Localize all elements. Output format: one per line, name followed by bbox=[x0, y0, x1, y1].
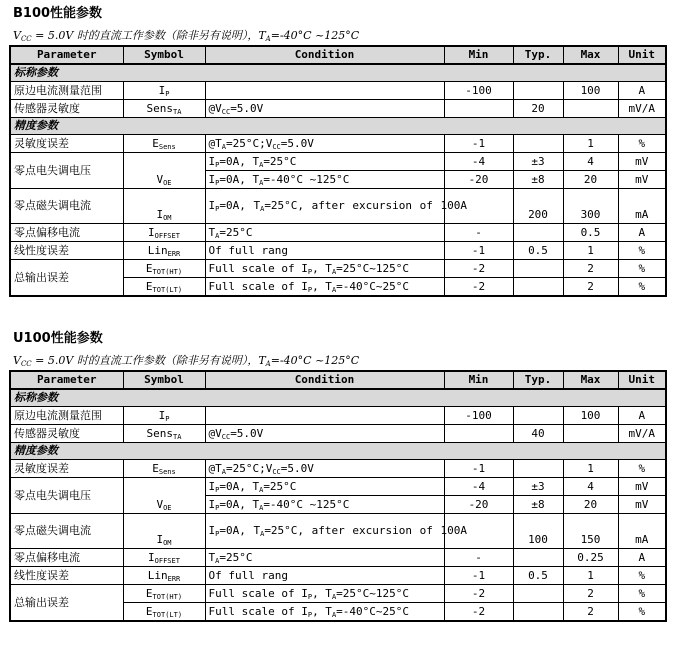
header-condition: Condition bbox=[205, 46, 444, 64]
symbol-cell: $I_{OM}$ bbox=[123, 514, 205, 549]
section-label: 标称参数 bbox=[10, 389, 666, 407]
symbol-cell: $E_{Sens}$ bbox=[123, 135, 205, 153]
symbol-cell: $E_{TOT(LT)}$ bbox=[123, 278, 205, 297]
symbol-cell: $E_{TOT(HT)}$ bbox=[123, 260, 205, 278]
header-unit: Unit bbox=[618, 371, 666, 389]
max-cell: 300 bbox=[563, 189, 618, 224]
param-cell: 线性度误差 bbox=[10, 242, 123, 260]
table-row bbox=[10, 82, 666, 100]
min-cell: - bbox=[444, 224, 513, 242]
max-cell: 150 bbox=[563, 514, 618, 549]
typ-cell: 20 bbox=[513, 100, 563, 118]
section-label: 精度参数 bbox=[10, 443, 666, 460]
unit-cell: A bbox=[618, 224, 666, 242]
header-symbol: Symbol bbox=[123, 46, 205, 64]
max-cell: 1 bbox=[563, 135, 618, 153]
u100-section-title: U100性能参数 bbox=[13, 331, 103, 346]
typ-cell: ±8 bbox=[513, 171, 563, 189]
condition-cell: $I_P=0A$, $T_A=25^\circ C$, after excursion of 100A bbox=[205, 189, 444, 224]
max-cell: 1 bbox=[563, 460, 618, 478]
symbol-cell: Sens$_{TA}$ bbox=[123, 425, 205, 443]
param-cell: 传感器灵敏度 bbox=[10, 100, 123, 118]
typ-cell: ±3 bbox=[513, 478, 563, 496]
condition-cell: Full scale of $I_P$, $T_A=-40^\circ C\sim 25^\circ C$ bbox=[205, 278, 444, 297]
table-row bbox=[10, 549, 666, 567]
symbol-cell: $I_P$ bbox=[123, 82, 205, 100]
min-cell: -1 bbox=[444, 242, 513, 260]
condition-cell: $@V_{CC}=5.0V$ bbox=[205, 100, 444, 118]
min-cell: -100 bbox=[444, 407, 513, 425]
header-min: Min bbox=[444, 371, 513, 389]
table-row bbox=[10, 153, 666, 171]
table-row bbox=[10, 189, 666, 224]
header-parameter: Parameter bbox=[10, 46, 123, 64]
b100-operating-conditions: $V_{CC} = 5.0V$ 时的直流工作参数（除非另有说明），$T_A=-40^\circ C$ ~125°C bbox=[13, 29, 360, 43]
header-condition: Condition bbox=[205, 371, 444, 389]
typ-cell bbox=[513, 278, 563, 297]
table-row bbox=[10, 242, 666, 260]
unit-cell: mV/A bbox=[618, 425, 666, 443]
typ-cell bbox=[513, 135, 563, 153]
b100-spec-table bbox=[9, 45, 667, 297]
condition-cell: $I_P=0A$, $T_A=-40^\circ C$ ~125°C bbox=[205, 496, 444, 514]
min-cell: -2 bbox=[444, 603, 513, 622]
min-cell: -4 bbox=[444, 478, 513, 496]
param-cell: 零点电失调电压 bbox=[10, 153, 123, 189]
unit-cell: % bbox=[618, 585, 666, 603]
header-symbol: Symbol bbox=[123, 371, 205, 389]
header-max: Max bbox=[563, 46, 618, 64]
unit-cell: % bbox=[618, 460, 666, 478]
min-cell: -2 bbox=[444, 585, 513, 603]
condition-cell: $T_A=25^\circ C$ bbox=[205, 224, 444, 242]
param-cell: 原边电流测量范围 bbox=[10, 407, 123, 425]
condition-cell: Of full rang bbox=[205, 567, 444, 585]
header-min: Min bbox=[444, 46, 513, 64]
param-cell: 灵敏度误差 bbox=[10, 460, 123, 478]
condition-cell: Full scale of $I_P$, $T_A=25^\circ C\sim 125^\circ C$ bbox=[205, 585, 444, 603]
symbol-cell: $E_{Sens}$ bbox=[123, 460, 205, 478]
table-row bbox=[10, 425, 666, 443]
max-cell: 2 bbox=[563, 603, 618, 622]
unit-cell: A bbox=[618, 407, 666, 425]
table-row bbox=[10, 224, 666, 242]
max-cell: 0.25 bbox=[563, 549, 618, 567]
table-header-row bbox=[10, 46, 666, 64]
condition-cell bbox=[205, 82, 444, 100]
max-cell: 0.5 bbox=[563, 224, 618, 242]
table-row bbox=[10, 567, 666, 585]
section-label: 标称参数 bbox=[10, 64, 666, 82]
unit-cell: mA bbox=[618, 514, 666, 549]
typ-cell bbox=[513, 585, 563, 603]
unit-cell: % bbox=[618, 242, 666, 260]
table-row bbox=[10, 460, 666, 478]
max-cell: 20 bbox=[563, 171, 618, 189]
min-cell: -100 bbox=[444, 82, 513, 100]
condition-cell: $I_P=0A$, $T_A=25^\circ C$ bbox=[205, 478, 444, 496]
typ-cell bbox=[513, 82, 563, 100]
typ-cell bbox=[513, 224, 563, 242]
table-row bbox=[10, 585, 666, 603]
typ-cell bbox=[513, 407, 563, 425]
min-cell: -1 bbox=[444, 135, 513, 153]
b100-section-title: B100性能参数 bbox=[13, 6, 103, 21]
table-row bbox=[10, 135, 666, 153]
section-row-rated bbox=[10, 64, 666, 82]
typ-cell: 200 bbox=[513, 189, 563, 224]
symbol-cell: $V_{OE}$ bbox=[123, 153, 205, 189]
condition-cell: Full scale of $I_P$, $T_A=25^\circ C\sim 125^\circ C$ bbox=[205, 260, 444, 278]
symbol-cell: $V_{OE}$ bbox=[123, 478, 205, 514]
unit-cell: % bbox=[618, 278, 666, 297]
unit-cell: mV bbox=[618, 153, 666, 171]
u100-spec-table bbox=[9, 370, 667, 622]
param-cell: 线性度误差 bbox=[10, 567, 123, 585]
param-cell: 零点磁失调电流 bbox=[10, 189, 123, 224]
unit-cell: A bbox=[618, 549, 666, 567]
unit-cell: mV bbox=[618, 496, 666, 514]
param-cell: 灵敏度误差 bbox=[10, 135, 123, 153]
unit-cell: % bbox=[618, 603, 666, 622]
typ-cell: 0.5 bbox=[513, 242, 563, 260]
condition-cell: $T_A=25^\circ C$ bbox=[205, 549, 444, 567]
typ-cell bbox=[513, 460, 563, 478]
max-cell: 100 bbox=[563, 82, 618, 100]
min-cell: -4 bbox=[444, 153, 513, 171]
u100-operating-conditions: $V_{CC} = 5.0V$ 时的直流工作参数（除非另有说明），$T_A=-40^\circ C$ ~125°C bbox=[13, 354, 360, 368]
max-cell: 2 bbox=[563, 260, 618, 278]
min-cell: -2 bbox=[444, 278, 513, 297]
min-cell: -20 bbox=[444, 171, 513, 189]
typ-cell: 0.5 bbox=[513, 567, 563, 585]
max-cell: 2 bbox=[563, 278, 618, 297]
max-cell: 4 bbox=[563, 478, 618, 496]
condition-cell: $I_P=0A$, $T_A=25^\circ C$ bbox=[205, 153, 444, 171]
max-cell: 1 bbox=[563, 567, 618, 585]
param-cell: 零点电失调电压 bbox=[10, 478, 123, 514]
min-cell: -1 bbox=[444, 460, 513, 478]
typ-cell: ±3 bbox=[513, 153, 563, 171]
symbol-cell: $I_{OM}$ bbox=[123, 189, 205, 224]
symbol-cell: Sens$_{TA}$ bbox=[123, 100, 205, 118]
max-cell: 1 bbox=[563, 242, 618, 260]
condition-cell: $@T_A=25^\circ C;V_{CC}=5.0V$ bbox=[205, 460, 444, 478]
min-cell: -1 bbox=[444, 567, 513, 585]
typ-cell bbox=[513, 603, 563, 622]
section-label: 精度参数 bbox=[10, 118, 666, 135]
min-cell bbox=[444, 425, 513, 443]
header-unit: Unit bbox=[618, 46, 666, 64]
symbol-cell: $I_P$ bbox=[123, 407, 205, 425]
typ-cell bbox=[513, 260, 563, 278]
header-typ: Typ. bbox=[513, 371, 563, 389]
param-cell: 总输出误差 bbox=[10, 260, 123, 297]
condition-cell: Full scale of $I_P$, $T_A=-40^\circ C\sim 25^\circ C$ bbox=[205, 603, 444, 622]
max-cell: 4 bbox=[563, 153, 618, 171]
condition-cell: Of full rang bbox=[205, 242, 444, 260]
unit-cell: % bbox=[618, 135, 666, 153]
param-cell: 零点磁失调电流 bbox=[10, 514, 123, 549]
typ-cell bbox=[513, 549, 563, 567]
unit-cell: % bbox=[618, 567, 666, 585]
min-cell bbox=[444, 100, 513, 118]
max-cell bbox=[563, 425, 618, 443]
section-row-rated bbox=[10, 389, 666, 407]
symbol-cell: $I_{OFFSET}$ bbox=[123, 549, 205, 567]
symbol-cell: Lin$_{ERR}$ bbox=[123, 242, 205, 260]
condition-cell bbox=[205, 407, 444, 425]
param-cell: 零点偏移电流 bbox=[10, 549, 123, 567]
max-cell: 100 bbox=[563, 407, 618, 425]
condition-cell: $@T_A=25^\circ C;V_{CC}=5.0V$ bbox=[205, 135, 444, 153]
header-parameter: Parameter bbox=[10, 371, 123, 389]
unit-cell: mV/A bbox=[618, 100, 666, 118]
section-row-accuracy bbox=[10, 443, 666, 460]
typ-cell: ±8 bbox=[513, 496, 563, 514]
max-cell bbox=[563, 100, 618, 118]
param-cell: 总输出误差 bbox=[10, 585, 123, 622]
unit-cell: A bbox=[618, 82, 666, 100]
unit-cell: % bbox=[618, 260, 666, 278]
symbol-cell: $I_{OFFSET}$ bbox=[123, 224, 205, 242]
min-cell: -20 bbox=[444, 496, 513, 514]
header-typ: Typ. bbox=[513, 46, 563, 64]
section-row-accuracy bbox=[10, 118, 666, 135]
typ-cell: 100 bbox=[513, 514, 563, 549]
param-cell: 原边电流测量范围 bbox=[10, 82, 123, 100]
param-cell: 零点偏移电流 bbox=[10, 224, 123, 242]
condition-cell: $@V_{CC}=5.0V$ bbox=[205, 425, 444, 443]
symbol-cell: $E_{TOT(LT)}$ bbox=[123, 603, 205, 622]
unit-cell: mV bbox=[618, 171, 666, 189]
unit-cell: mV bbox=[618, 478, 666, 496]
max-cell: 20 bbox=[563, 496, 618, 514]
param-cell: 传感器灵敏度 bbox=[10, 425, 123, 443]
symbol-cell: Lin$_{ERR}$ bbox=[123, 567, 205, 585]
table-row bbox=[10, 478, 666, 496]
table-row bbox=[10, 100, 666, 118]
unit-cell: mA bbox=[618, 189, 666, 224]
table-row bbox=[10, 407, 666, 425]
condition-cell: $I_P=0A$, $T_A=-40^\circ C$ ~125°C bbox=[205, 171, 444, 189]
max-cell: 2 bbox=[563, 585, 618, 603]
condition-cell: $I_P=0A$, $T_A=25^\circ C$, after excursion of 100A bbox=[205, 514, 444, 549]
symbol-cell: $E_{TOT(HT)}$ bbox=[123, 585, 205, 603]
table-row bbox=[10, 514, 666, 549]
typ-cell: 40 bbox=[513, 425, 563, 443]
header-max: Max bbox=[563, 371, 618, 389]
table-header-row bbox=[10, 371, 666, 389]
min-cell: - bbox=[444, 549, 513, 567]
min-cell: -2 bbox=[444, 260, 513, 278]
table-row bbox=[10, 260, 666, 278]
